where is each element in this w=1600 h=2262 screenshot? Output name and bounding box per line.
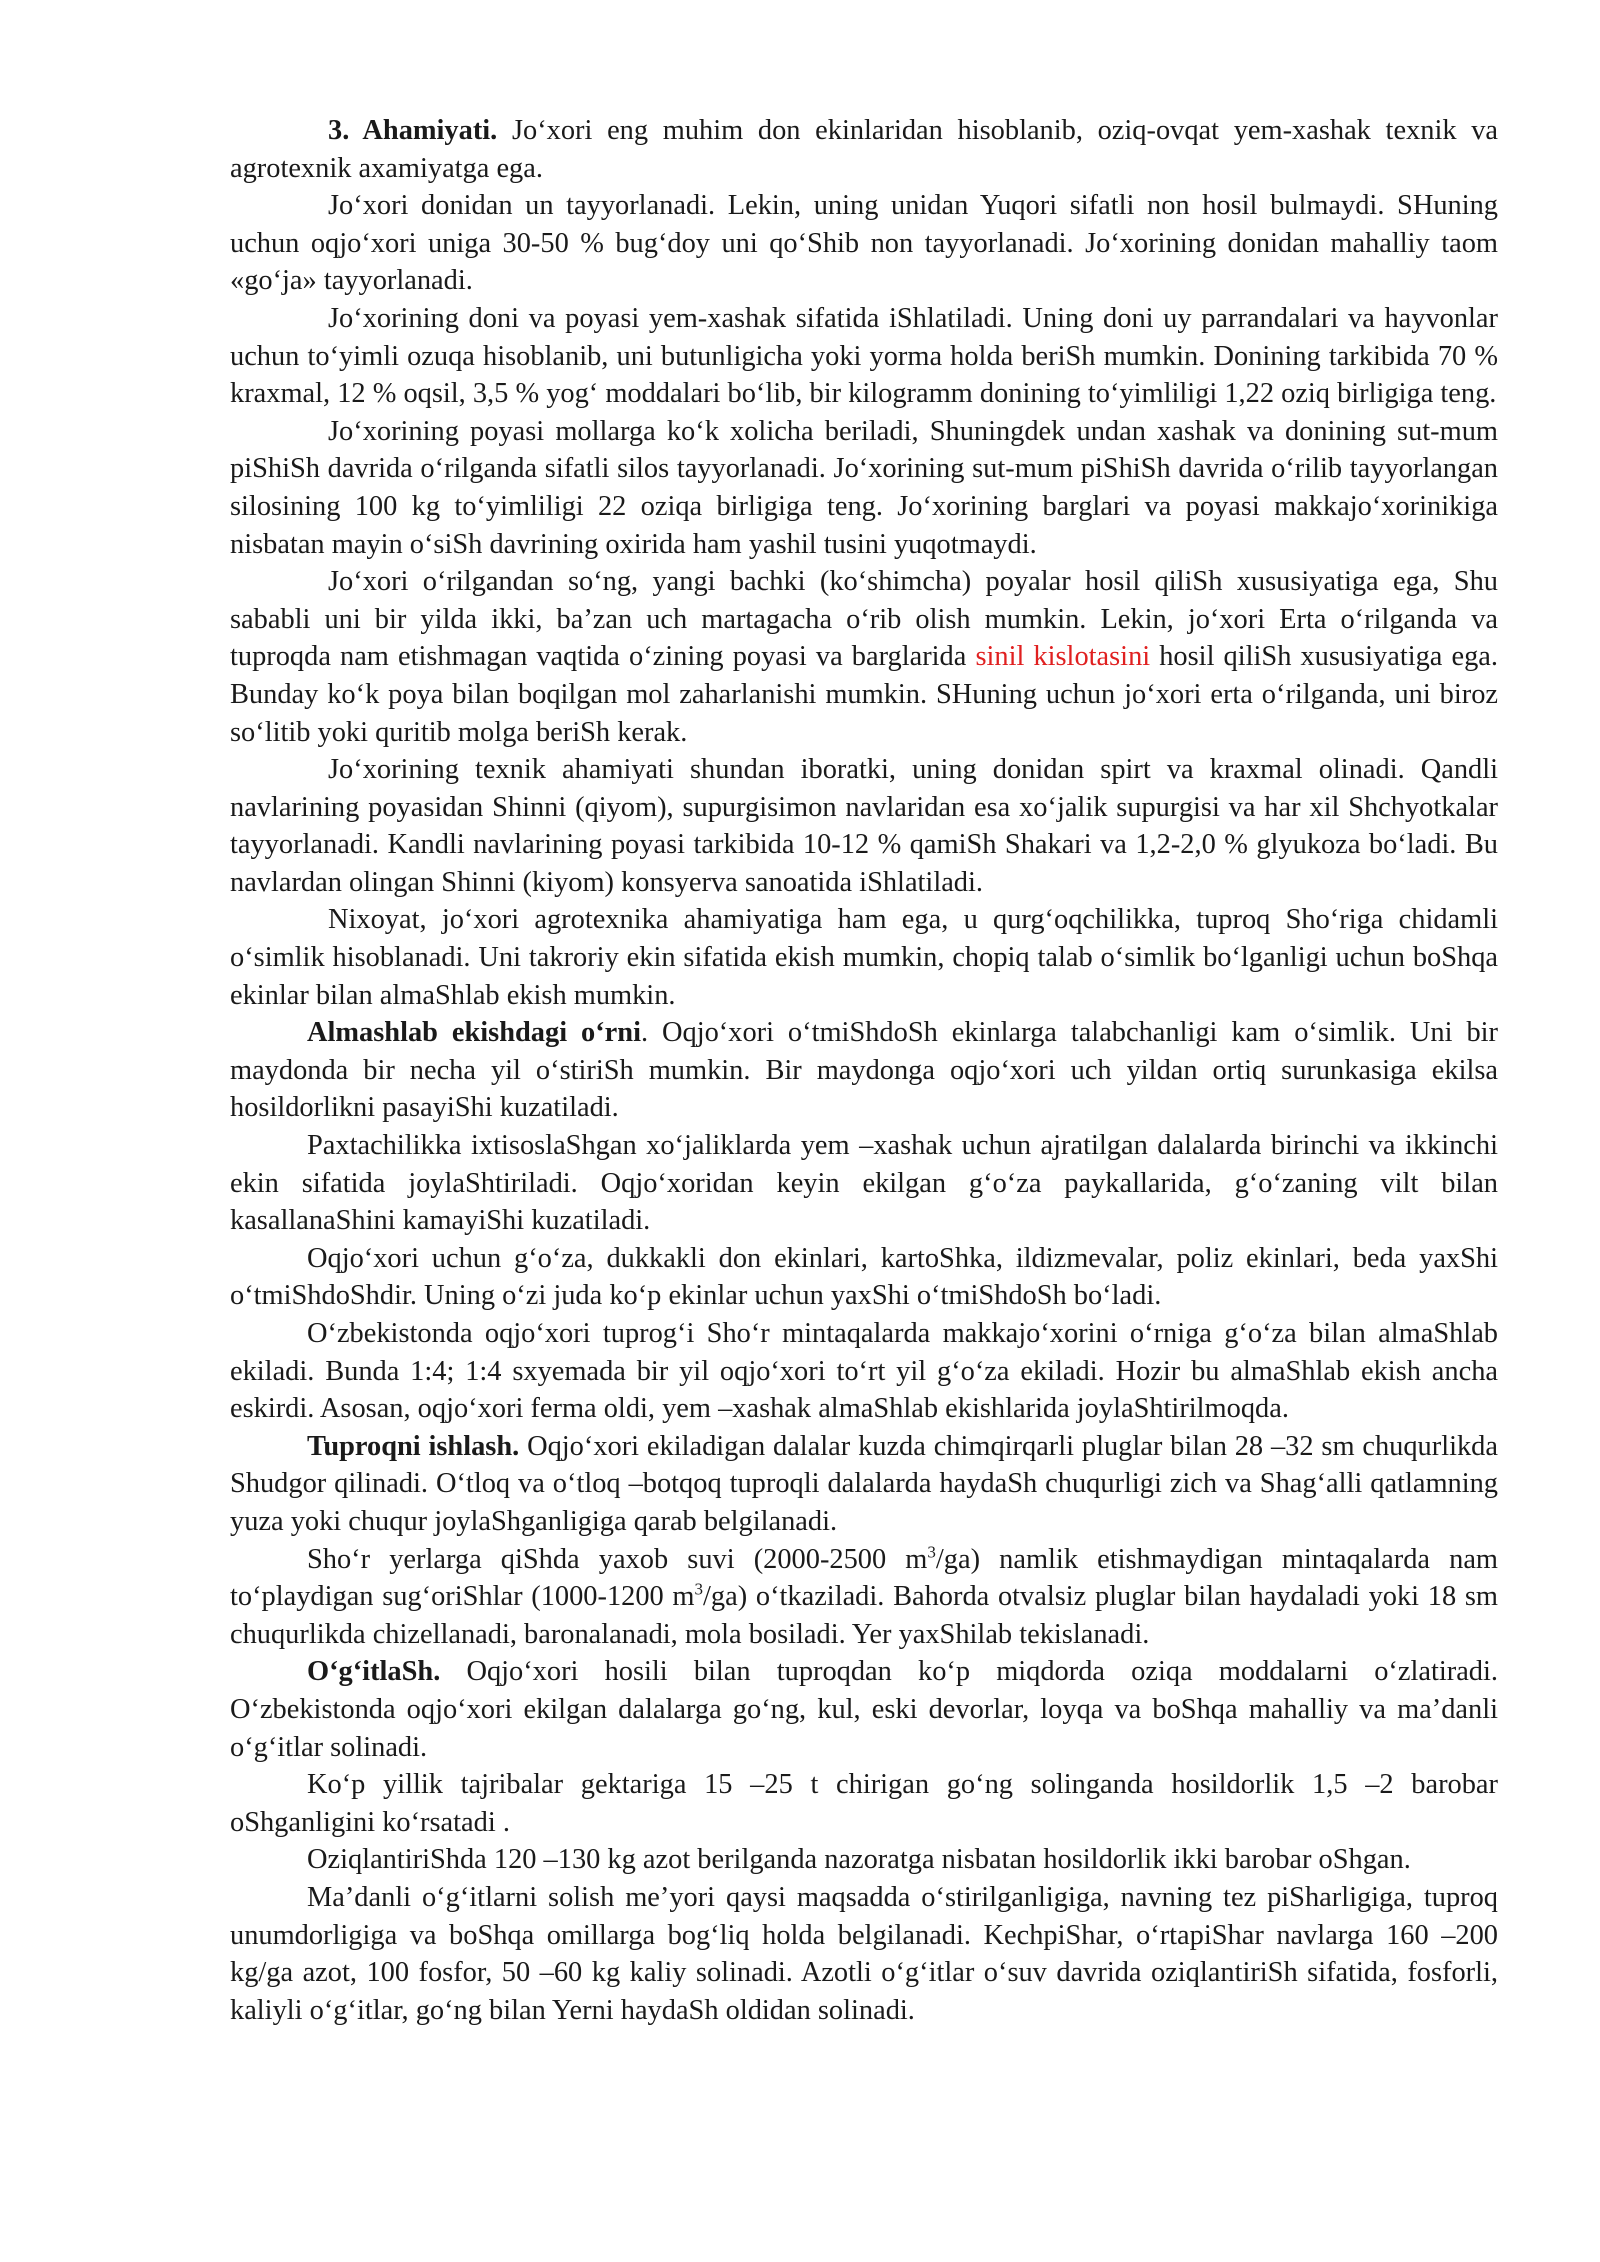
paragraph-text: Sho‘r yerlarga qiShda yaxob suvi (2000-2500 m xyxy=(307,1543,928,1575)
paragraph-uzbekistan-rotation: O‘zbekistonda oqjo‘xori tuprog‘i Sho‘r mintaqalarda makkajo‘xorini o‘rniga g‘o‘za bilan almaShlab ekiladi. Bunda 1:4; 1:4 sxyemada bir yil oqjo‘xori to‘rt yil g‘o‘za ekiladi. Hozir bu almaShlab ekish ancha eskirdi. Asosan, oqjo‘xori ferma oldi, yem –xashak almaShlab ekishlarida joylaShtirilmoqda. xyxy=(230,1318,1498,1425)
paragraph-text: Oqjo‘xori ekiladigan dalalar kuzda chimqirqarli pluglar bilan 28 –32 sm chuqurlikda Shudgor qilinadi. O‘tloq va o‘tloq –botqoq tuproqli dalalarda haydaSh chuqurligi zich va Shag‘alli qatlamning yuza yoki chuqur joylaShganligiga qarab belgilanadi. xyxy=(230,1430,1498,1537)
paragraph-text: . Oqjo‘xori o‘tmiShdoSh ekinlarga talabchanligi kam o‘simlik. Uni bir maydonda bir necha yil o‘stiriSh mumkin. Bir maydonga oqjo‘xori uch yildan ortiq surunkasiga ekilsa hosildorlikni pasayiShi kuzatiladi. xyxy=(230,1017,1498,1124)
heading-rotation: Almashlab ekishdagi o‘rni xyxy=(307,1017,641,1049)
paragraph-fodder: Jo‘xorining doni va poyasi yem-xashak sifatida iShlatiladi. Uning doni uy parrandalari va hayvonlar uchun to‘yimli ozuqa hisoblanib, uni butunligicha yoki yorma holda beriSh mumkin. Donining tarkibida 70 % kraxmal, 12 % oqsil, 3,5 % yog‘ moddalari bo‘lib, bir kilogramm donining to‘yimliligi 1,22 oziq birligiga teng. xyxy=(230,302,1498,410)
paragraph-cotton-farms: Paxtachilikka ixtisoslaShgan xo‘jaliklarda yem –xashak uchun ajratilgan dalalarda birinchi va ikkinchi ekin sifatida joylaShtiriladi. Oqjo‘xoridan keyin ekilgan g‘o‘za paykallarida, g‘o‘zaning vilt bilan kasallanaShini kamayiShi kuzatiladi. xyxy=(230,1130,1498,1237)
paragraph-mineral-fertilizers: Ma’danli o‘g‘itlarni solish me’yori qaysi maqsadda o‘stirilganligiga, navning tez piSharligiga, tuproq unumdorligiga va boShqa omillarga bog‘liq holda belgilanadi. KechpiShar, o‘rtapiShar navlarga 160 –200 kg/ga azot, 100 fosfor, 50 –60 kg kaliy solinadi. Azotli o‘g‘itlar o‘suv davrida oziqlantiriSh sifatida, fosforli, kaliyli o‘g‘itlar, go‘ng bilan Yerni haydaSh oldidan solinadi. xyxy=(230,1881,1498,2026)
paragraph-predecessors: Oqjo‘xori uchun g‘o‘za, dukkakli don ekinlari, kartoShka, ildizmevalar, poliz ekinlari, beda yaxShi o‘tmiShdoShdir. Uning o‘zi juda ko‘p ekinlar uchun yaxShi o‘tmiShdoSh bo‘ladi. xyxy=(230,1242,1498,1312)
paragraph-importance xyxy=(230,112,1498,187)
paragraph-manure-trials: Ko‘p yillik tajribalar gektariga 15 –25 t chirigan go‘ng solinganda hosildorlik 1,5 –2 barobar oShganligini ko‘rsatadi . xyxy=(230,1769,1498,1838)
paragraph-text: Jo‘xori o‘rilgandan so‘ng, yangi bachki (ko‘shimcha) poyalar hosil qiliSh xususiyatiga ega, Shu sababli uni bir yilda ikki, ba’zan uch martagacha o‘rib olish mumkin. Lekin, jo‘xori Erta o‘rilganda va tuproqda nam etishmagan vaqtida o‘zining poyasi va barglarida xyxy=(230,566,1498,673)
paragraph-fertilizing xyxy=(230,1653,1498,1766)
paragraph-flour: Jo‘xori donidan un tayyorlanadi. Lekin, uning unidan Yuqori sifatli non hosil bulmaydi. SHuning uchun oqjo‘xori uniga 30-50 % bug‘doy uni qo‘Shib non tayyorlanadi. Jo‘xorining donidan mahalliy taom «go‘ja» tayyorlanadi. xyxy=(230,190,1498,297)
paragraph-stalks: Jo‘xorining poyasi mollarga ko‘k xolicha beriladi, Shuningdek undan xashak va donining sut-mum piShiSh davrida o‘rilganda sifatli silos tayyorlanadi. Jo‘xorining sut-mum piShiSh davrida o‘rilib tayyorlangan silosining 100 kg to‘yimliligi 22 oziqa birligiga teng. Jo‘xorining barglari va poyasi makkajo‘xorinikiga nisbatan mayin o‘siSh davrining oxirida ham yashil tusini yuqotmaydi. xyxy=(230,415,1498,560)
document-page xyxy=(230,112,1498,2029)
heading-tillage: Tuproqni ishlash. xyxy=(307,1430,520,1462)
paragraph-tillage xyxy=(230,1428,1498,1541)
paragraph-text: Jo‘xori eng muhim don ekinlaridan hisoblanib, oziq-ovqat yem-xashak texnik va agrotexnik axamiyatga ega. xyxy=(230,115,1499,184)
paragraph-irrigation xyxy=(230,1541,1498,1654)
paragraph-text: Oqjo‘xori hosili bilan tuproqdan ko‘p miqdorda oziqa moddalarni o‘zlatiradi. O‘zbekistonda oqjo‘xori ekilgan dalalarga go‘ng, kul, eski devorlar, loyqa va boShqa mahalliy va ma’danli o‘g‘itlar solinadi. xyxy=(230,1656,1498,1763)
paragraph-technical: Jo‘xorining texnik ahamiyati shundan iboratki, uning donidan spirt va kraxmal olinadi. Qandli navlarining poyasidan Shinni (qiyom), supurgisimon navlaridan esa xo‘jalik supurgisi va har xil Shchyotkalar tayyorlanadi. Kandli navlarining poyasi tarkibida 10-12 % qamiSh Shakari va 1,2-2,0 % glyukoza bo‘ladi. Bu navlardan olingan Shinni (kiyom) konsyerva sanoatida iShlatiladi. xyxy=(230,754,1498,898)
paragraph-rotation xyxy=(230,1014,1498,1127)
superscript: 3 xyxy=(694,1579,704,1599)
heading-importance: 3. Ahamiyati. xyxy=(328,115,498,146)
highlighted-term: sinil kislotasini xyxy=(975,641,1151,673)
paragraph-text: hosil qiliSh xususiyatiga ega. Bunday ko‘k poya bilan boqilgan mol zaharlanishi mumkin. SHuning uchun jo‘xori erta o‘rilganda, uni biroz so‘litib yoki quritib molga beriSh kerak. xyxy=(230,641,1498,748)
paragraph-regrowth xyxy=(230,563,1498,751)
superscript: 3 xyxy=(927,1542,936,1562)
paragraph-text: /ga) o‘tkaziladi. Bahorda otvalsiz pluglar bilan haydaladi yoki 18 sm chuqurlikda chizellanadi, baronalanadi, mola bosiladi. Yer yaxShilab tekislanadi. xyxy=(230,1581,1498,1650)
paragraph-agrotechnical: Nixoyat, jo‘xori agrotexnika ahamiyatiga ham ega, u qurg‘oqchilikka, tuproq Sho‘riga chidamli o‘simlik hisoblanadi. Uni takroriy ekin sifatida ekish mumkin, chopiq talab o‘simlik bo‘lganligi uchun boShqa ekinlar bilan almaShlab ekish mumkin. xyxy=(230,904,1498,1011)
heading-fertilizing: O‘g‘itlaSh. xyxy=(307,1656,441,1688)
paragraph-text: /ga) namlik etishmaydigan mintaqalarda nam to‘playdigan sug‘oriShlar (1000-1200 m xyxy=(230,1543,1499,1613)
paragraph-nitrogen: OziqlantiriShda 120 –130 kg azot berilganda nazoratga nisbatan hosildorlik ikki barobar oShgan. xyxy=(307,1844,1411,1876)
